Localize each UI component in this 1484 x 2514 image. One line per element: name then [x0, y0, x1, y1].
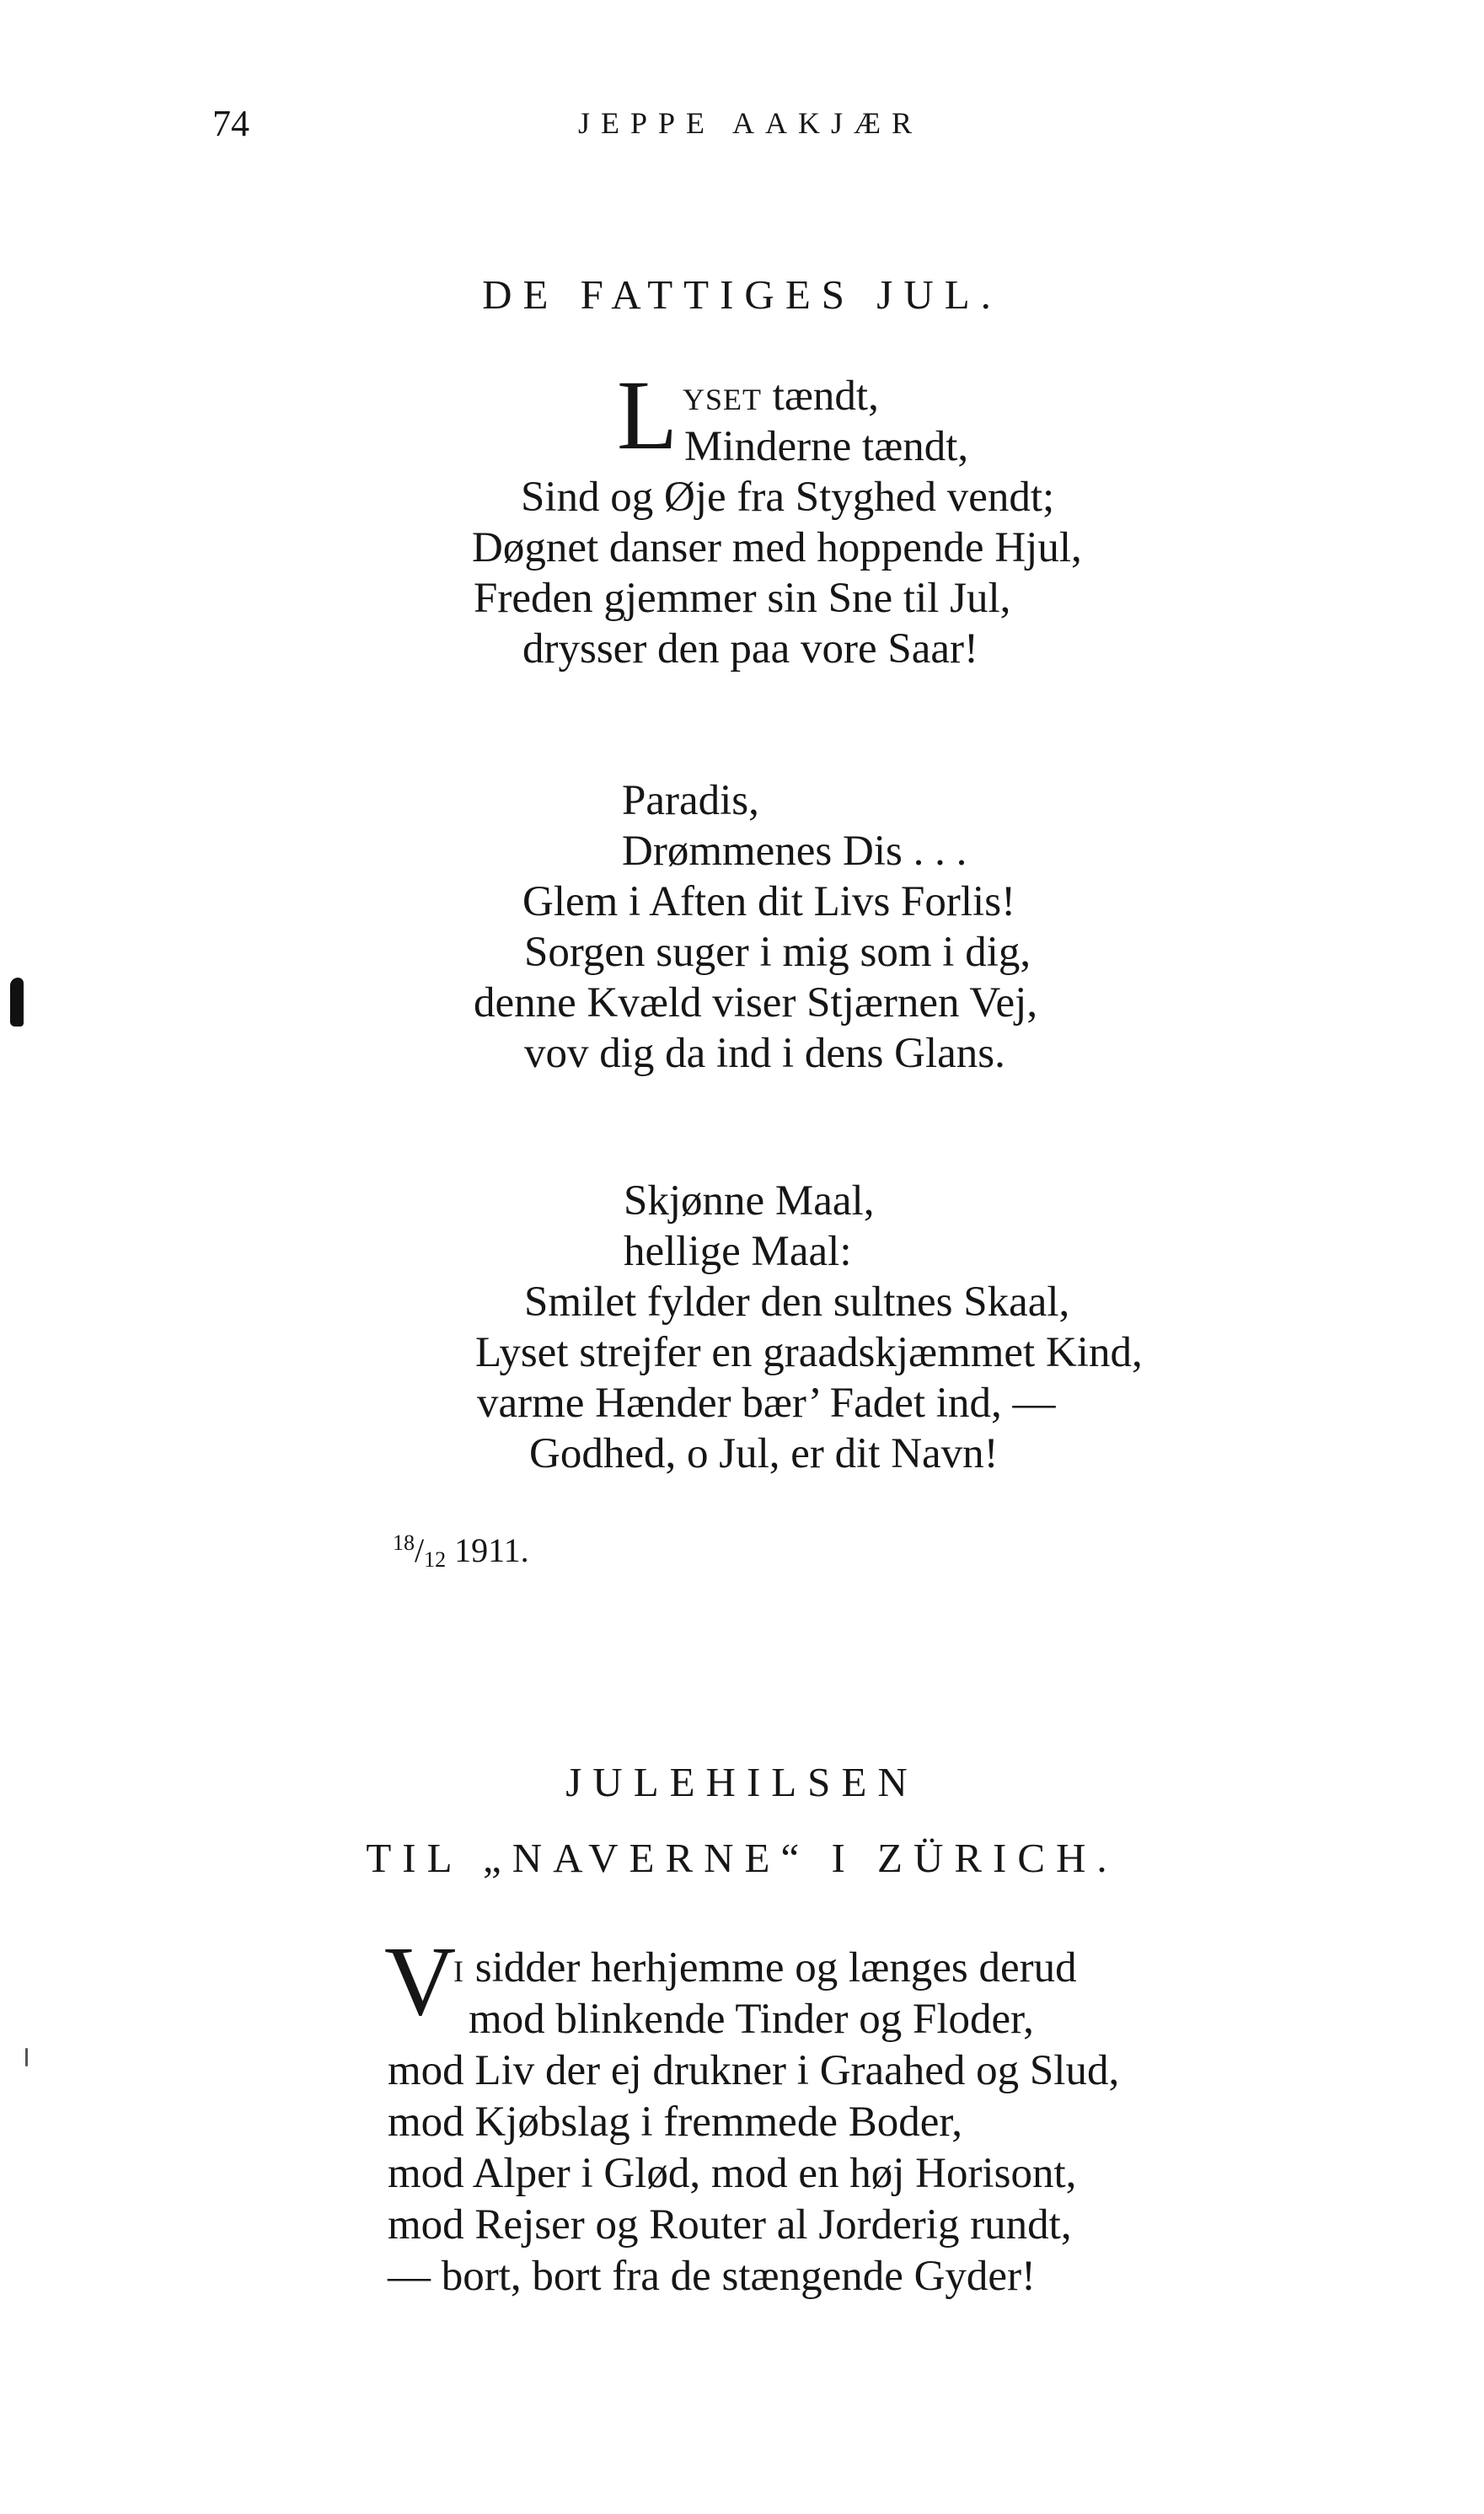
date-day: 18	[393, 1530, 415, 1555]
poem-line: Freden gjemmer sin Sne til Jul,	[474, 575, 1011, 622]
poem-line: Skjønne Maal,	[624, 1177, 875, 1225]
poem-line: Døgnet danser med hoppende Hjul,	[472, 524, 1082, 571]
first-line-rest: tændt,	[762, 373, 879, 420]
poem-line: — bort, bort fra de stængende Gyder!	[388, 2253, 1037, 2300]
poem-line	[683, 375, 879, 418]
poem-line: vov dig da ind i dens Glans.	[524, 1030, 1005, 1077]
poem-line: Minderne tændt,	[684, 423, 969, 470]
drop-cap: V	[384, 1926, 457, 2036]
poem-line: denne Kvæld viser Stjærnen Vej,	[474, 979, 1038, 1027]
poem-line: Godhed, o Jul, er dit Navn!	[529, 1430, 999, 1477]
first-word-smallcaps: YSET	[683, 383, 762, 416]
poem-line: Drømmenes Dis . . .	[622, 828, 967, 875]
poem-line: Sind og Øje fra Styghed vendt;	[521, 474, 1055, 521]
poem-line: drysser den paa vore Saar!	[522, 625, 978, 673]
poem-line	[453, 1944, 1077, 1991]
poem-title: DE FATTIGES JUL.	[482, 271, 1002, 318]
poem-line: varme Hænder bær’ Fadet ind, —	[477, 1380, 1056, 1427]
poem-line: Glem i Aften dit Livs Forlis!	[522, 878, 1016, 925]
date-year: 1911.	[454, 1531, 529, 1569]
poem-line: mod Kjøbslag i fremmede Boder,	[388, 2099, 963, 2146]
drop-cap: L	[617, 360, 678, 470]
poem-line: hellige Maal:	[624, 1228, 852, 1275]
poem-line: Paradis,	[622, 777, 759, 824]
date-line: $^{18}/_{12}$ 1911.	[393, 1530, 529, 1572]
poem-line: mod Alper i Glød, mod en høj Horisont,	[388, 2150, 1077, 2197]
first-word-smallcaps: I	[453, 1954, 464, 1988]
poem-line: Smilet fylder den sultnes Skaal,	[524, 1278, 1070, 1326]
poem-title: JULEHILSEN	[565, 1759, 919, 1805]
ink-speck	[25, 2048, 28, 2066]
poem-line: mod Liv der ej drukner i Graahed og Slud,	[388, 2047, 1120, 2094]
page-number: 74	[212, 103, 249, 144]
poem-line: Sorgen suger i mig som i dig,	[524, 929, 1031, 976]
first-line-rest: sidder herhjemme og længes derud	[464, 1944, 1077, 1991]
poem-line: mod blinkende Tinder og Floder,	[469, 1996, 1034, 2043]
running-head-author: JEPPE AAKJÆR	[577, 106, 924, 140]
poem-subtitle: TIL „NAVERNE“ I ZÜRICH.	[366, 1835, 1118, 1881]
poem-line: mod Rejser og Router al Jorderig rundt,	[388, 2201, 1072, 2249]
date-month: 12	[424, 1547, 447, 1572]
ink-blot	[10, 978, 24, 1027]
poem-line: Lyset strejfer en graadskjæmmet Kind,	[475, 1329, 1143, 1376]
